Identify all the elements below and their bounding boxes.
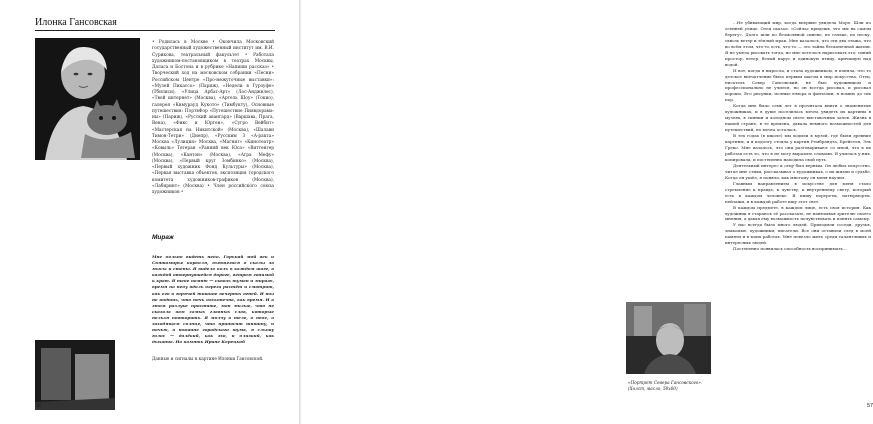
paragraph: У нас всегда было много людей. Приходили соседи, друзья, знакомые, художники, писатели. Все они оставили след в моей памяти и в моих работах. Мне повезло жить среди талантливых и интересных людей. — [725, 222, 871, 246]
left-page — [0, 0, 299, 424]
artwork-image — [35, 340, 115, 410]
author-photo-with-cat — [35, 38, 140, 160]
paragraph: Когда мне было семь лет я прочитала книги о знаменитых художниках, и в душе поселилась мечта увидеть их картины в музеях, в сиянии и холодном свете выставочных залов. Жизнь в нашей стране, в те времена, давала немного возможностей для путешествий, но мечта осталась. — [725, 103, 871, 133]
picture-reference: Данные и сигналы к картине Илонки Гансовской. — [152, 356, 264, 361]
paragraph: В тех годах (в школе) мы ходили в музей, где были древние картины, и я подолгу стояла у картин Рембрандта, Брейгеля, Эль Греко. Мне казалось, что они разговаривают со мной, что в их работах есть то, что я не могу выразить словами. Я училась у них, копировала, и постепенно находила свой путь. — [725, 133, 871, 162]
poem-text: Мне больно видеть небо. Горький мой век и Святомирье корабля, бьющегося о скалы за мысы и стены. Я видела боль в каждом шаге, в каждой отвернувшейся дороге, ветром гонимой к краю. Я тебе помню — сквозь туман и мираж, время по небу вдоль берега растёт и смотрит, как его в горячей тишине вечерних огней. И ты не видишь, что ночь бесконечна, как время. И в этом разлуке простите, мои милые, что не сказала вам самых главных слов, которые нельзя повторить. Я молчу о теле, о небе, о заходящем солнце, что приносит тишину, и ночью, в тишине городского шума, я слышу голос — далёкий, как эхо, и близкий, как дыхание. На память Ирине Керецкой — [152, 254, 274, 345]
author-photo-image — [35, 38, 140, 160]
paragraph: В каждом предмете, в каждом лице, есть своя история. Как художник я стараюсь её рассказать, не навязывая зрителю своего мнения, а давая ему возможность почувствовать и понять самому. — [725, 204, 871, 222]
right-page — [301, 0, 873, 424]
section-heading: Мираж — [152, 234, 174, 241]
portrait-painting — [626, 302, 711, 374]
paragraph: Постепенно появилась способность воспринимать... — [733, 246, 847, 252]
page-number-right: 57 — [867, 403, 873, 409]
biography-text: • Родилась в Москве • Окончила Московский государственный художественный институт им. В.И. Сурикова, театральный факультет • Работала художником-постановщиком в театрах Москвы, Даласа и Бостона и в рубрике «Напиши рассказ» • Творческий ход на московском собрании «Песни» Российском Центре «Про-межуточные выставки»: «Музей Пикассо» (Париж), «Недели в Гурзуфе» (Тбилиси), «Улица Арбат-Арт» (Лос-Анджелес), «Твой интернет» (Москва), «Артель Шоу» (Токио), галерея «Кимурауд Кукото» (Тимбукту), Основные путешествия: ПортвФор «Путешествие Пиявдорама-ны» (Париж), «Русский авангард» (Варшава, Прага, Вена), «Фикс и Юрген», «Сугро Вейбит» «Мастерская на Никитской» (Москва), «Шалави Тимон-Тетри» (Днепр), «Русским 3 «А-ракта» Москва «Лулиция» Москва, «Магнит» «Кинотеатр» «Ковыль» Тегеран «Ранний век Юса» «Виттенгер (Москва), «Кантон» (Москва), «Агра Мефу» (Москва), «Первый круг Зомбинко» (Москва), «Первый художник Фонд Культуры» (Москва), «Первая выставка объектов, экспозиция городского комитета художников-графиков (Москва), «Лабиринт» (Москва) • Член российского союза художников • — [152, 40, 274, 195]
paragraph: Главным направлением в искусстве для меня стало стремление к правде, к чувству, к внутреннему свету, который есть в каждом человеке. Я пишу портреты, натюрморты, пейзажи, и в каждой работе ищу этот свет. — [725, 180, 871, 204]
page-number-left: 56 — [35, 403, 42, 409]
paragraph: Деятельный интерес к отцу был верным. Он любил искусство, читал мне стихи, рассказывал о художниках, о их жизни и судьбе. Когда он ушёл, я поняла, как многому он меня научил. — [725, 162, 871, 180]
paragraph: И вот, когда я выросла, и стала художником, я поняла, что то детское впечатление было первым шагом в мир искусства. Отец, писатель Север Гансовский, не был художником и профессионально не учился, но он всегда рисовал, и рисовал хорошо. Его рисунки, полные юмора и фантазии, я помню до сих пор. — [725, 67, 871, 103]
painting-caption: «Портрет Севера Гансовского». (Холст, масло, 50х60) — [628, 380, 703, 391]
artwork-photo — [35, 340, 115, 410]
paragraph: ...Не убивающий мир, когда впервые увидела Море. Шли по осенней улице. Отец сказал: «Сейчас придешь, что мы на самом берегу». Долго шли по безмолвной синеве, по гальке, по песку, сквозь ветер и тёплый мрак. Мне казалось, что эти два этажа, что во всём этом, что-то есть, что-то — это тайна бесконечной жизни. Я не умела рисовать тогда, но мне хотелось нарисовать это: синий простор, ветер, белый парус и одинокую птицу, кричащую над водой. — [725, 20, 871, 67]
right-text-column — [725, 20, 871, 252]
painting-image — [626, 302, 711, 374]
header-rule — [35, 30, 275, 31]
author-name: Илонка Гансовская — [35, 17, 117, 28]
